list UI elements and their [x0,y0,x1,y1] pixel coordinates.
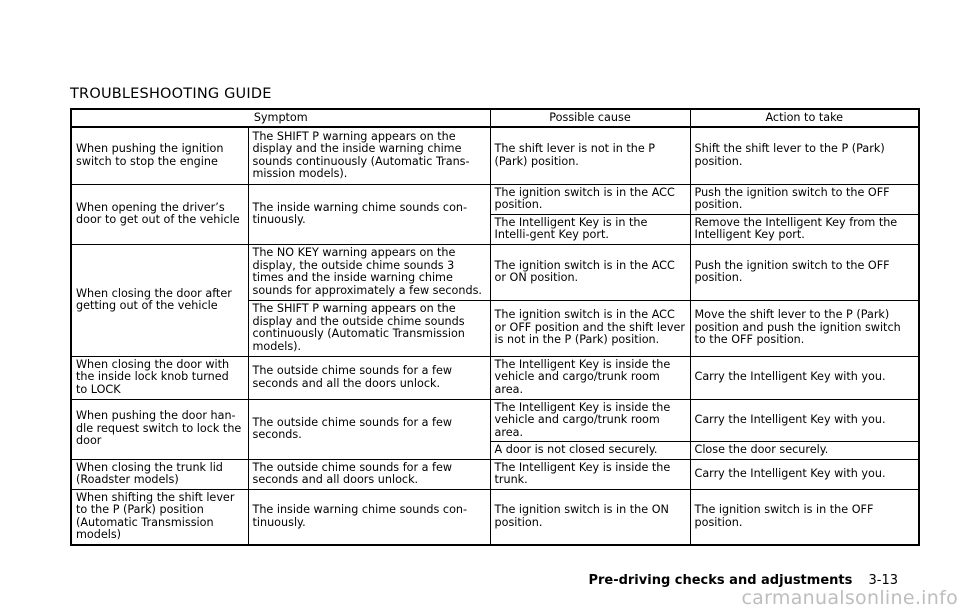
cause-cell: The ignition switch is in the ACC position. [490,184,690,214]
symptom-cell: The outside chime sounds for a few seconds. [248,399,490,459]
action-cell: Push the ignition switch to the OFF position. [690,244,919,300]
cause-cell: The Intelligent Key is in the Intelli-gent Key port. [490,214,690,244]
symptom-cell: The inside warning chime sounds con-tinuously. [248,184,490,244]
action-cell: Remove the Intelligent Key from the Intelligent Key port. [690,214,919,244]
situation-cell: When closing the trunk lid (Roadster models) [71,459,248,489]
symptom-cell: The NO KEY warning appears on the display, the outside chime sounds 3 times and the inside warning chime sounds for approximately a few seconds. [248,244,490,300]
situation-cell: When pushing the door han-dle request switch to lock the door [71,399,248,459]
symptom-cell: The inside warning chime sounds con-tinuously. [248,489,490,545]
table-row [71,399,919,442]
action-cell: The ignition switch is in the OFF position. [690,489,919,545]
table-row [71,489,919,545]
cause-cell: A door is not closed securely. [490,442,690,460]
table-row [71,356,919,399]
action-cell: Carry the Intelligent Key with you. [690,459,919,489]
action-cell: Shift the shift lever to the P (Park) position. [690,127,919,184]
situation-cell: When pushing the ignition switch to stop the engine [71,127,248,184]
cause-cell: The ignition switch is in the ACC or OFF position and the shift lever is not in the P (Park) position. [490,300,690,356]
table-header-row [71,109,919,127]
cause-cell: The Intelligent Key is inside the vehicle and cargo/trunk room area. [490,356,690,399]
cause-cell: The Intelligent Key is inside the vehicle and cargo/trunk room area. [490,399,690,442]
table-row [71,127,919,184]
action-cell: Close the door securely. [690,442,919,460]
troubleshooting-table [70,108,920,546]
symptom-cell: The SHIFT P warning appears on the display and the inside warning chime sounds continuously (Automatic Trans-mission models). [248,127,490,184]
watermark: carmanualsonline.info [741,587,958,609]
page-footer [588,573,898,588]
page-number: 3-13 [868,573,898,588]
table-row [71,244,919,300]
table-row [71,459,919,489]
symptom-cell: The outside chime sounds for a few seconds and all the doors unlock. [248,356,490,399]
action-cell: Carry the Intelligent Key with you. [690,356,919,399]
page-title: TROUBLESHOOTING GUIDE [70,86,272,102]
situation-cell: When shifting the shift lever to the P (Park) position (Automatic Transmission models) [71,489,248,545]
action-cell: Push the ignition switch to the OFF position. [690,184,919,214]
situation-cell: When closing the door after getting out of the vehicle [71,244,248,356]
table-row [71,184,919,214]
cause-cell: The ignition switch is in the ON position. [490,489,690,545]
cause-cell: The Intelligent Key is inside the trunk. [490,459,690,489]
section-title: Pre-driving checks and adjustments [588,573,853,588]
symptom-cell: The outside chime sounds for a few seconds and all doors unlock. [248,459,490,489]
col-header-symptom: Symptom [71,109,490,127]
situation-cell: When opening the driver’s door to get out of the vehicle [71,184,248,244]
action-cell: Carry the Intelligent Key with you. [690,399,919,442]
situation-cell: When closing the door with the inside lock knob turned to LOCK [71,356,248,399]
symptom-cell: The SHIFT P warning appears on the display and the outside chime sounds continuously (Automatic Transmission models). [248,300,490,356]
cause-cell: The shift lever is not in the P (Park) position. [490,127,690,184]
cause-cell: The ignition switch is in the ACC or ON position. [490,244,690,300]
col-header-cause: Possible cause [490,109,690,127]
col-header-action: Action to take [690,109,919,127]
action-cell: Move the shift lever to the P (Park) position and push the ignition switch to the OFF position. [690,300,919,356]
